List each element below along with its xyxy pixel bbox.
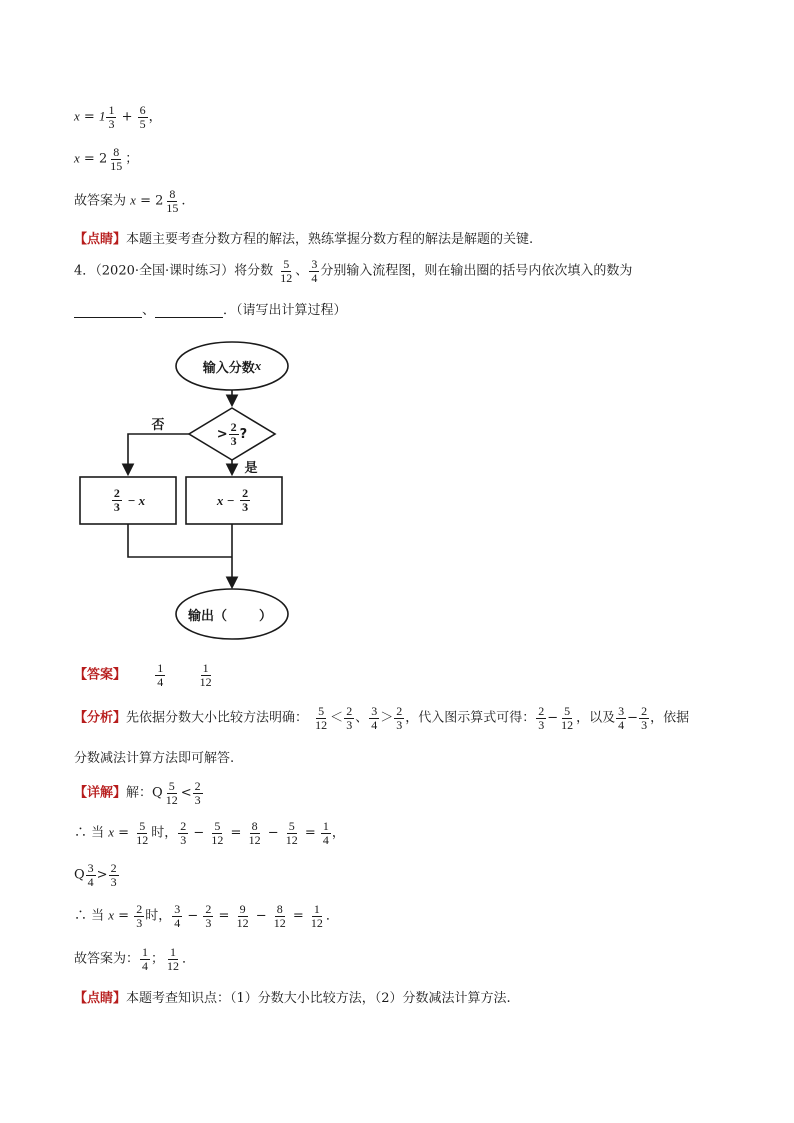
analysis-line-2: 分数减法计算方法即可解答. [74, 751, 235, 766]
detail-line-2: ∴ 当 x = $\frac{5}{12}$ 时， $\frac{2}{3}$ − $\frac{5}{12}$ = $\frac{8}{12}$ − $\frac{5}{12}$ = $\frac{1}{4}$ ， [74, 819, 345, 847]
start-node-text: 输入分数 x [202, 358, 262, 376]
solution-line-3: 故答案为 x = 2 $\frac{8}{15}$ . [74, 187, 186, 215]
decision-node-text: > $\frac{2}{3}$ ? [216, 419, 248, 448]
analysis-line-1: 【分析】先依据分数大小比较方法明确： $\frac{5}{12}$ ＜ $\frac{2}{3}$ 、 $\frac{3}{4}$ ＞ $\frac{2}{3}$ ，代入图示算式可得： $\frac{2}{3}$ − $\frac{5}{12}$ ，以及 $\frac{3}{4}$ − $\frac{2}{3}$ ，依据 [74, 704, 690, 732]
yes-branch-label: 是 [244, 460, 258, 476]
solution-line-2: x = 2 $\frac{8}{15}$ ； [74, 145, 139, 173]
detail-line-4: ∴ 当 x = $\frac{2}{3}$ 时， $\frac{3}{4}$ − $\frac{2}{3}$ = $\frac{9}{12}$ − $\frac{8}{12}$ = $\frac{1}{12}$ ． [74, 902, 339, 930]
remark-knowledge-points: 【点睛】本题考查知识点：（1）分数大小比较方法，（2）分数减法计算方法. [74, 991, 511, 1006]
detail-line-1: 【详解】解：Q $\frac{5}{12}$ < $\frac{2}{3}$ [74, 779, 201, 807]
question-text: 4．（2020·全国·课时练习）将分数 $\frac{5}{12}$ 、 $\frac{3}{4}$ 分别输入流程图，则在输出圈的括号内依次填入的数为 [74, 257, 633, 285]
remark-previous: 【点睛】本题主要考查分数方程的解法，熟练掌握分数方程的解法是解题的关键. [74, 232, 534, 247]
solution-line-1: x = 1 $\frac{1}{3}$ + $\frac{6}{5}$ ， [74, 103, 162, 131]
answer-row: 【答案】 $\frac{1}{4}$ $\frac{1}{12}$ [74, 661, 212, 689]
output-node-text: 输出（ ） [188, 608, 273, 624]
detail-final-answer: 故答案为： $\frac{1}{4}$ ； $\frac{1}{12}$ ． [74, 945, 196, 973]
right-process-text: x − $\frac{2}{3}$ [216, 486, 249, 514]
detail-line-3: Q $\frac{3}{4}$ > $\frac{2}{3}$ [74, 861, 117, 889]
left-process-text: $\frac{2}{3}$ − x [113, 486, 146, 514]
no-branch-label: 否 [151, 417, 165, 433]
question-blanks: 、 ．（请写出计算过程） [74, 299, 347, 318]
